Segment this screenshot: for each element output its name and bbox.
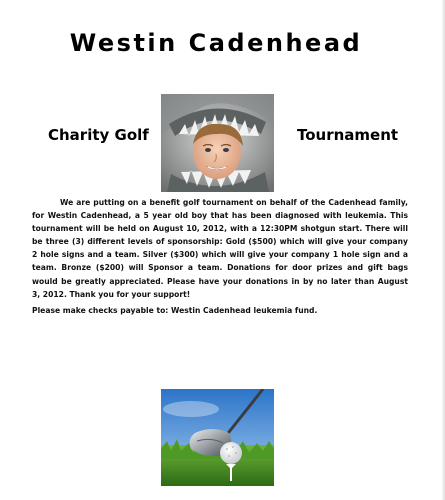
page-title: Westin Cadenhead bbox=[69, 29, 363, 57]
heading-charity-golf: Charity Golf bbox=[48, 126, 149, 144]
heading-tournament: Tournament bbox=[297, 126, 399, 144]
description-paragraph: We are putting on a benefit golf tournament on behalf of the Cadenhead family, for Westin Cadenhead, a 5 year old boy that has been diagnosed with leukemia. This tournament will be held on August 10, 2012, with a 12:30PM shotgun start. There will be three (3) different levels of sponsorship: Gold ($500) which will give your company 2 hole signs and a team. Silver ($300) which will give your company 1 hole sign and a team. Bronze ($200) will Sponsor a team. Donations for door prizes and gift bags would be greatly appreciated. Please have your donations in by no later than August 3, 2012. Thank you for your support! bbox=[32, 198, 408, 299]
golf-ball-on-tee-illustration bbox=[161, 389, 274, 486]
boy-photo-illustration bbox=[161, 94, 274, 192]
checks-payable-note: Please make checks payable to: Westin Cadenhead leukemia fund. bbox=[32, 306, 318, 315]
golf-photo bbox=[161, 389, 274, 486]
boy-photo bbox=[161, 94, 274, 192]
